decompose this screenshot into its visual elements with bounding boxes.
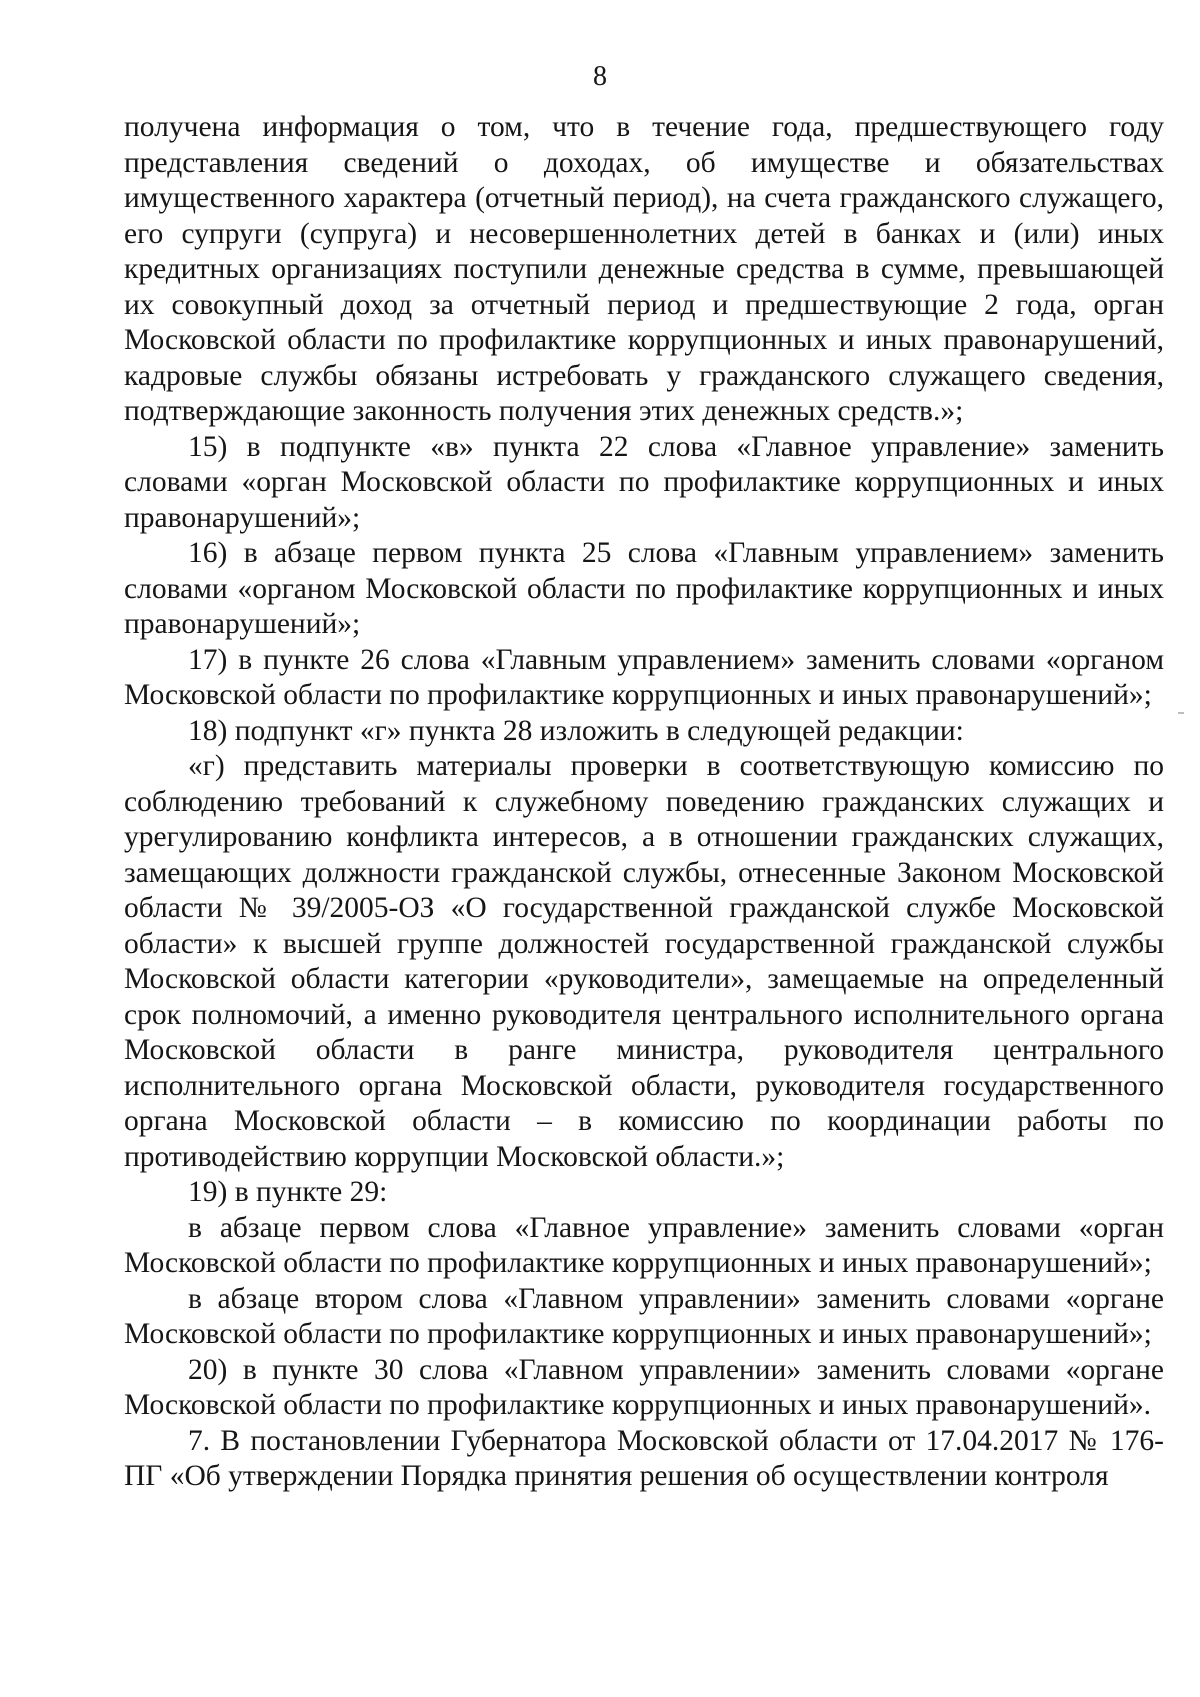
paragraph-4: 17) в пункте 26 слова «Главным управлением» заменить словами «органом Московской области по профилактике коррупционных и иных правонарушений»; — [124, 643, 1164, 711]
paragraph-2: 15) в подпункте «в» пункта 22 слова «Главное управление» заменить словами «орган Московской области по профилактике коррупционных и иных правонарушений»; — [124, 430, 1164, 534]
paragraph-3: 16) в абзаце первом пункта 25 слова «Главным управлением» заменить словами «органом Московской области по профилактике коррупционных и иных правонарушений»; — [124, 537, 1164, 640]
paragraph-11: 7. В постановлении Губернатора Московской области от 17.04.2017 № 176-ПГ «Об утверждении Порядка принятия решения об осуществлении контроля — [124, 1424, 1164, 1492]
paragraph-10: 20) в пункте 30 слова «Главном управлении» заменить словами «органе Московской области по профилактике коррупционных и иных правонарушений». — [124, 1353, 1164, 1421]
scan-edge-mark — [1178, 712, 1184, 714]
paragraph-7: 19) в пункте 29: — [188, 1176, 388, 1208]
paragraph-5: 18) подпункт «г» пункта 28 изложить в следующей редакции: — [188, 714, 964, 747]
paragraph-8: в абзаце первом слова «Главное управление» заменить словами «орган Московской области по профилактике коррупционных и иных правонарушений»; — [124, 1211, 1164, 1279]
paragraph-6: «г) представить материалы проверки в соответствующую комиссию по соблюдению требований к служебному поведению гражданских служащих и урегулированию конфликта интересов, а в отношении гражданских служащих, замещающих должности гражданской службы, отнесенные Законом Московской области № 39/2005-ОЗ «О государственной гражданской службе Московской области» к высшей группе должностей государственной гражданской службы Московской области категории «руководители», замещаемые на определенный срок полномочий, а именно руководителя центрального исполнительного органа Московской области в ранге министра, руководителя центрального исполнительного органа Московской области, руководителя государственного органа Московской области – в комиссию по координации работы по противодействию коррупции Московской области.»; — [124, 750, 1164, 1173]
paragraph-9: в абзаце втором слова «Главном управлении» заменить словами «органе Московской области по профилактике коррупционных и иных правонарушений»; — [124, 1282, 1164, 1350]
paragraph-1: получена информация о том, что в течение года, предшествующего году представления сведений о доходах, об имуществе и обязательствах имущественного характера (отчетный период), на счета гражданского служащего, его супруги (супруга) и несовершеннолетних детей в банках и (или) иных кредитных организациях поступили денежные средства в сумме, превышающей их совокупный доход за отчетный период и предшествующие 2 года, орган Московской области по профилактике коррупционных и иных правонарушений, кадровые службы обязаны истребовать у гражданского служащего сведения, подтверждающие законность получения этих денежных средств.»; — [124, 111, 1164, 427]
document-body — [124, 110, 1164, 1495]
page-number: 8 — [593, 61, 607, 92]
